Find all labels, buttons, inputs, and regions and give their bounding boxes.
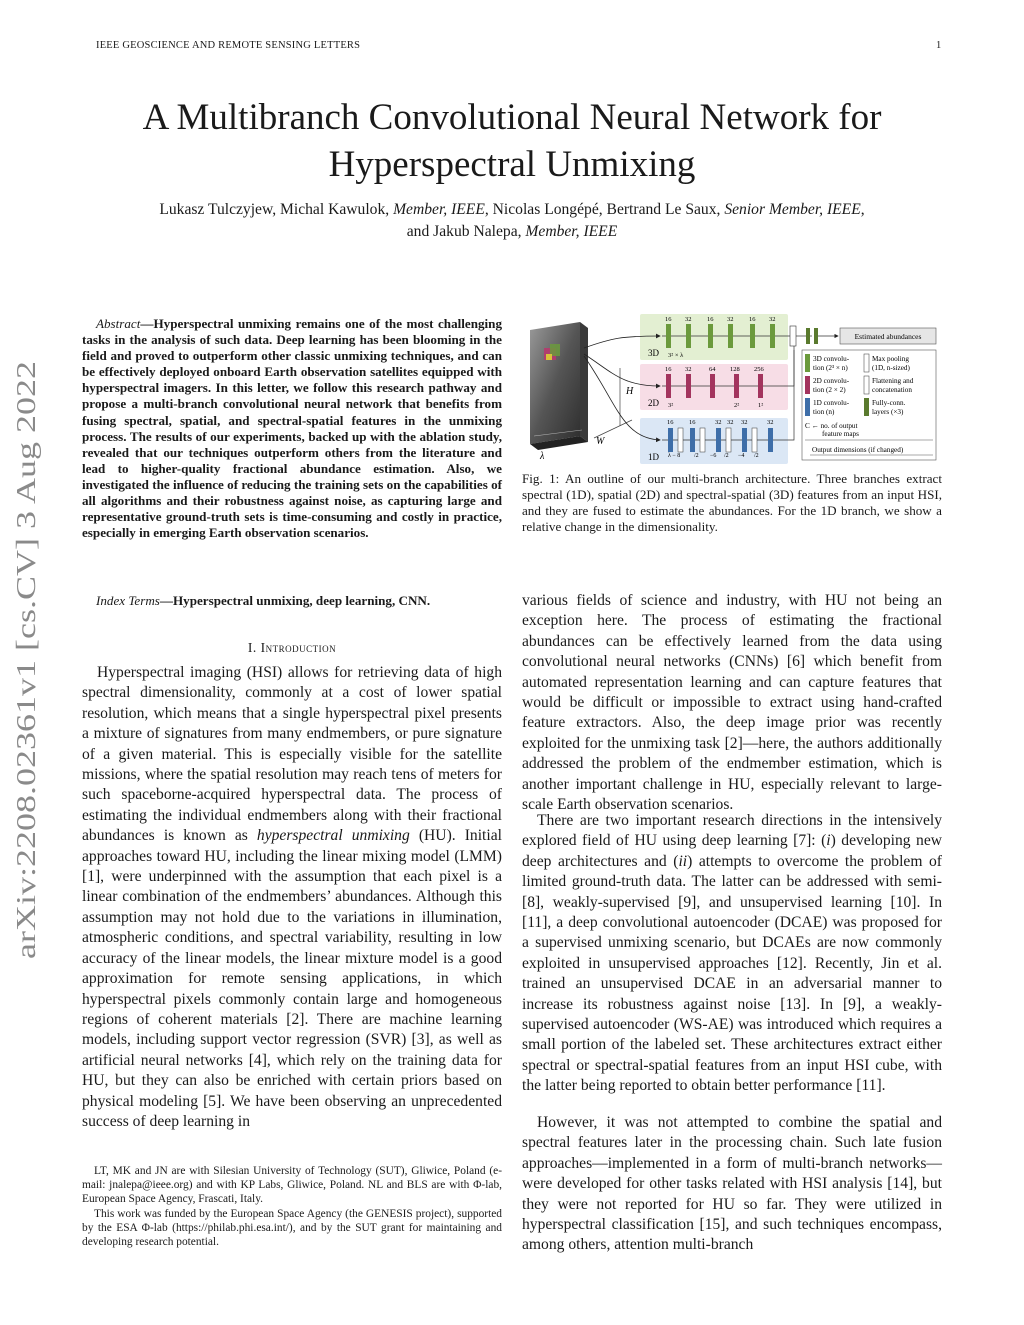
abstract-label: Abstract — [96, 316, 141, 331]
body-emphasis: i — [826, 832, 831, 850]
section-title: Introduction — [260, 640, 337, 655]
intro-text: (HU). Initial approaches toward HU, including the linear mixing model (LMM) [1], were underpinned with the assumption that each pixel is a linear combination of the endmembers’ abundances. Although this assumption may not hold due to the variations in illumination, atmospheric conditions, and spectral variability, resulting in low accuracy of the linear models, the linear mixture model is a good approximation for remote sensing applications, in which hyperspectral pixels commonly contain large and homogeneous regions of coherent materials [2]. There are machine learning models, including support vector regression (SVR) [3], as well as artificial neural networks [4], which rely on the training data for HU, but they can also be enriched with certain priors based on physical modeling [5]. We have been observing an unprecedented success of deep learning in — [82, 827, 502, 1130]
conv1d-layer — [716, 428, 721, 452]
kernel-size: 1² — [758, 402, 764, 409]
footnote-funding: This work was funded by the European Space Agency (the GENESIS project), supported by the ESA Φ-lab (https://philab.phi.esa.int/), and by the SUT grant for maintaining and developing research potential. — [82, 1207, 502, 1249]
dim-change: /2 — [724, 453, 729, 459]
authors-text: , — [860, 201, 865, 218]
axis-lambda-label: λ — [540, 451, 545, 462]
running-header: IEEE GEOSCIENCE AND REMOTE SENSING LETTERS — [96, 40, 361, 51]
conv3d-layer — [686, 324, 691, 348]
body-text: ) developing new deep architectures and ( — [522, 832, 943, 870]
legend-pool: (1D, n-sized) — [872, 364, 910, 372]
dim-change: λ − 8 — [668, 453, 681, 459]
legend-fc: Fully-conn. — [872, 399, 906, 407]
footnote — [82, 1164, 502, 1249]
legend-conv3d: 3D convolu- — [813, 355, 850, 363]
author-membership: Member, IEEE — [393, 201, 485, 218]
hsi-cube — [530, 322, 588, 450]
author-membership: Member, IEEE — [525, 223, 618, 240]
conv1d-layer — [742, 428, 747, 452]
authors-text: , Nicolas Longépé, Bertrand Le Saux, — [484, 201, 725, 218]
legend-c: feature maps — [822, 430, 859, 438]
legend-output-dims: Output dimensions (if changed) — [812, 446, 904, 454]
pool-layer — [678, 428, 683, 452]
arxiv-stamp — [2, 359, 46, 959]
legend-conv1d: 1D convolu- — [813, 399, 850, 407]
conv2d-layer — [666, 374, 671, 398]
layer-dim: 128 — [730, 366, 740, 373]
dim-change: /2 — [754, 453, 759, 459]
conv3d-layer — [770, 324, 775, 348]
layer-dim: 32 — [769, 316, 776, 323]
kernel-size: 3² × λ — [668, 352, 684, 359]
branch-3d-label: 3D — [648, 348, 659, 358]
authors-text: Lukasz Tulczyjew, Michal Kawulok, — [159, 201, 394, 218]
conv3d-layer — [750, 324, 755, 348]
legend-flatten: concatenation — [872, 386, 912, 394]
fc-layer — [814, 328, 818, 344]
pool-layer — [700, 428, 705, 452]
legend-flatten: Flattening and — [872, 377, 914, 385]
footnote-affiliations: LT, MK and JN are with Silesian University of Technology (SUT), Gliwice, Poland (e-mail: jnalepa@ieee.org) and with KP Labs, Gliwice, Poland. NL and BLS are with Φ-lab, European Space Agency, Frascati, Italy. — [82, 1165, 502, 1206]
conv3d-layer — [728, 324, 733, 348]
pool-layer — [752, 428, 757, 452]
body-paragraph: various fields of science and industry, with HU not being an exception here. The process of estimating the fractional abundances can be effectively learned from the data using convolutional neural networks (CNNs) [6] which benefit from automated representation learning and can capture features that would be difficult or impossible to extract using hand-crafted feature extractors. Also, the deep image prior was recently exploited for the unmixing task [2]—here, the authors additionally addressed the problem of the endmember estimation, which is another important challenge in HU, especially relevant to large-scale Earth observation scenarios. — [522, 592, 942, 814]
index-terms — [82, 593, 502, 609]
axis-w-label: W — [596, 436, 605, 447]
dim-change: −6 — [710, 453, 717, 459]
pixel-patch — [546, 354, 552, 360]
conv1d-layer — [690, 428, 695, 452]
layer-dim: 32 — [727, 419, 734, 426]
index-terms-label: Index Terms — [96, 593, 160, 608]
conv2d-layer — [686, 374, 691, 398]
fc-layer — [806, 328, 810, 344]
dim-change: /2 — [694, 453, 699, 459]
legend-fc: layers (×3) — [872, 408, 904, 416]
output-label: Estimated abundances — [854, 332, 922, 341]
branch-3d-panel — [640, 314, 788, 360]
layer-dim: 32 — [685, 366, 692, 373]
layer-dim: 64 — [709, 366, 716, 373]
body-paragraph: However, it was not attempted to combine the spatial and spectral features later in the processing chain. Such late fusion approaches—implemented in a form of multi-branch networks—were developed for other tasks related with HSI analysis [14], but they were not reported for HU so far. They were utilized in hyperspectral classification [15], and such techniques encompass, among others, attention multi-branch — [522, 1114, 942, 1254]
architecture-figure — [522, 308, 942, 468]
figure-caption: Fig. 1: An outline of our multi-branch architecture. Three branches extract spectral (1D), spatial (2D) and spectral-spatial (3D) features from an input HSI, and they are fused to estimate the abundances. For the 1D branch, we show a relative change in the dimensionality. — [522, 471, 942, 535]
author-list — [70, 199, 954, 243]
concat-layer — [790, 326, 796, 346]
axis-h-label: H — [626, 386, 634, 397]
legend-pool: Max pooling — [872, 355, 909, 363]
section-number: I. — [247, 640, 261, 655]
legend-conv3d: tion (2³ × n) — [813, 364, 848, 372]
intro-emphasis: hyperspectral unmixing — [256, 827, 410, 845]
body-paragraph — [522, 811, 942, 1097]
authors-text: and Jakub Nalepa, — [406, 223, 526, 240]
layer-dim: 16 — [707, 316, 714, 323]
conv2d-layer — [710, 374, 715, 398]
conv2d-layer — [758, 374, 763, 398]
body-text: There are two important research directions in the intensively explored field of HU using deep learning [7]: ( — [522, 812, 942, 850]
branch-2d-label: 2D — [648, 398, 659, 408]
kernel-size: 3² — [668, 402, 674, 409]
author-membership: Senior Member, IEEE — [724, 201, 861, 218]
layer-dim: 16 — [665, 366, 672, 373]
layer-dim: 32 — [741, 419, 748, 426]
pool-layer — [726, 428, 731, 452]
conv3d-layer — [666, 324, 671, 348]
arxiv-identifier: arXiv:2208.02361v1 [cs.CV] 3 Aug 2022 — [10, 502, 41, 959]
conv3d-layer — [708, 324, 713, 348]
conv2d-layer — [734, 374, 739, 398]
layer-dim: 32 — [767, 419, 774, 426]
abstract-text: —Hyperspectral unmixing remains one of the most challenging tasks in the analysis of such data. Deep learning has been blooming in the field and proved to outperform other classic unmixing techniques, and can be effectively deployed onboard Earth observation satellites equipped with hyperspectral imagers. In this letter, we follow this research pathway and propose a multi-branch convolutional neural network that benefits from fusing spectral, spatial, and spectral-spatial features in the unmixing process. The results of our experiments, backed up with the ablation study, revealed that our techniques outperform others from the literature and lead to higher-quality fractional abundance estimation. Also, we investigated the influence of reducing the training sets on the capabilities of all algorithms and their robustness against noise, as capturing large and representative ground-truth sets is time-consuming and costly in practice, especially in emerging Earth observation scenarios. — [82, 316, 502, 541]
layer-dim: 256 — [754, 366, 764, 373]
legend-conv2d: tion (2 × 2) — [813, 386, 846, 394]
branch-1d-label: 1D — [648, 452, 659, 462]
dim-change: −4 — [738, 453, 745, 459]
layer-dim: 32 — [685, 316, 692, 323]
body-emphasis: ii — [678, 852, 688, 870]
conv1d-layer — [668, 428, 673, 452]
paper-title: A Multibranch Convolutional Neural Network for Hyperspectral Unmixing — [142, 97, 882, 185]
body-text: ) attempts to overcome the problem of limited ground-truth data. The latter can be addressed with semi- [8], weakly-supervised [9], and unsupervised learning [10]. In [11], a deep convolutional autoencoder (DCAE) was proposed for a supervised unmixing scenario, but DCAEs are now commonly exploited in unsupervised approaches [12]. Recently, Jin et al. trained an unsupervised DCAE in an adversarial manner to increase its robustness against noise [13]. In [9], a weakly-supervised autoencoder (WS-AE) was introduced which requires a small portion of the labeled set. These architectures extract either spectral or spectral-spatial features from an input HSI cube, with the latter being reported to obtain better performance [11]. — [522, 852, 943, 1095]
kernel-size: 2² — [734, 402, 740, 409]
index-terms-text: —Hyperspectral unmixing, deep learning, CNN. — [159, 593, 431, 608]
layer-dim: 16 — [689, 419, 696, 426]
page-number: 1 — [936, 40, 942, 51]
layer-dim: 32 — [715, 419, 722, 426]
legend — [802, 350, 936, 460]
legend-conv2d: 2D convolu- — [813, 377, 850, 385]
layer-dim: 32 — [727, 316, 734, 323]
layer-dim: 16 — [665, 316, 672, 323]
layer-dim: 16 — [667, 419, 674, 426]
legend-c: C ← no. of output — [805, 422, 858, 430]
legend-conv1d: tion (n) — [813, 408, 835, 416]
abstract — [82, 316, 502, 541]
section-heading — [82, 640, 502, 656]
intro-paragraph — [82, 663, 502, 1132]
layer-dim: 16 — [749, 316, 756, 323]
conv1d-layer — [768, 428, 773, 452]
intro-text: Hyperspectral imaging (HSI) allows for retrieving data of high spectral dimensionality, commonly at a cost of lower spatial resolution, which means that a single hyperspectral pixel presents a mixture of signatures from many endmembers, or pure signature of a given material. This is especially visible for the satellite missions, where the spatial resolution may reach tens of meters for such spaceborne-acquired hyperspectral data. The process of estimating the individual endmembers along with their fractional abundances is known as — [82, 664, 502, 845]
